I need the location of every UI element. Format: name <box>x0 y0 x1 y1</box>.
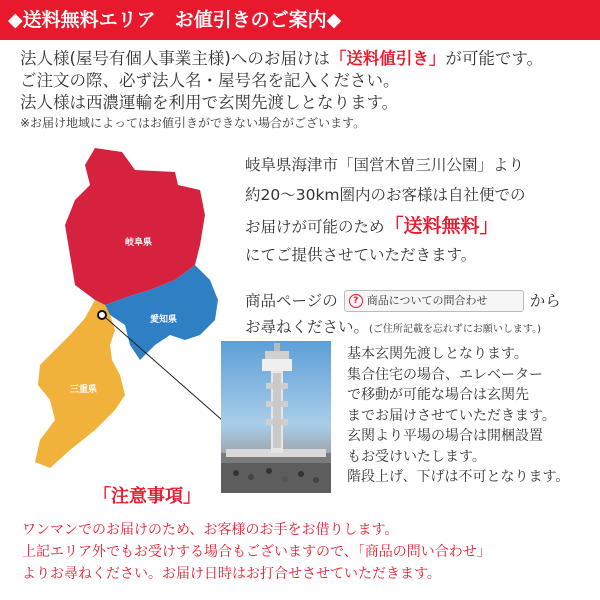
caution-title: 「注意事項」 <box>93 486 201 507</box>
detail-line: 基本玄関先渡しとなります。 <box>347 346 528 362</box>
detail-line: までお届けさせていただきます。 <box>347 407 556 424</box>
product-line-2: お尋ねください。 <box>245 318 370 336</box>
info-line-1: 岐阜県海津市「国営木曽三川公園」より <box>245 156 525 174</box>
bottom-line-2: 上記エリア外でもお受けする場合もございますので、「商品の問い合わせ」 <box>22 544 491 560</box>
detail-line: もお受けいたします。 <box>347 448 486 465</box>
product-inquiry-section <box>245 288 561 343</box>
bottom-line-1: ワンマンでのお届けのため、お客様のお手をお借りします。 <box>22 522 399 538</box>
intro-line-1 <box>20 48 595 70</box>
detail-line: 玄関より平場の場合は開梱設置 <box>347 428 543 444</box>
question-icon: ? <box>349 294 363 308</box>
detail-line: 階段上げ、下げは不可となります。 <box>347 469 570 485</box>
intro-line-2: ご注文の際、必ず法人名・屋号名を記入ください。 <box>20 71 400 90</box>
intro-section <box>20 48 595 132</box>
info-line-4: にてご提供させていただきます。 <box>245 246 477 264</box>
product-row-1 <box>245 288 561 314</box>
header-title: ◆送料無料エリア お値引きのご案内◆ <box>8 9 342 31</box>
product-inquiry-button[interactable] <box>344 290 524 312</box>
intro-line-1-post: が可能です。 <box>445 49 544 68</box>
info-line-3-pre: お届けが可能のため <box>245 218 385 236</box>
free-shipping-highlight: 「送料無料」 <box>384 215 499 237</box>
detail-line: 集合住宅の場合、エレベーター <box>347 366 543 383</box>
caution-notes <box>22 519 491 585</box>
product-row-2 <box>245 314 561 343</box>
delivery-details <box>347 344 569 488</box>
detail-line: で移動が可能な場合は玄関先 <box>347 387 529 403</box>
mie-region <box>35 300 125 468</box>
bottom-line-3: よりお尋ねください。お届け日時はお打合せさせていただきます。 <box>22 566 441 582</box>
region-map <box>0 140 250 520</box>
product-inquiry-button-label: 商品についての問合わせ <box>366 294 488 307</box>
discount-highlight: 「送料値引き」 <box>329 49 446 68</box>
free-shipping-info-2 <box>245 212 499 269</box>
info-line-2: 約20～30km圏内のお客様は自社便での <box>245 186 526 204</box>
mie-label: 三重県 <box>70 385 98 395</box>
intro-line-1-pre: 法人様(屋号有個人事業主様)へのお届けは <box>20 49 330 68</box>
park-tower-image <box>221 341 331 493</box>
product-note: (ご住所記載を忘れずにお願いします。) <box>369 324 542 335</box>
gifu-label: 岐阜県 <box>125 238 153 248</box>
intro-line-3: 法人様は西濃運輸を利用で玄関先渡しとなります。 <box>20 93 399 112</box>
product-post: から <box>529 292 561 310</box>
info-line-3 <box>245 212 499 241</box>
aichi-label: 愛知県 <box>150 315 178 325</box>
free-shipping-info <box>245 150 526 210</box>
header-banner <box>0 0 600 40</box>
product-pre: 商品ページの <box>245 292 338 310</box>
intro-note: ※お届け地域によってはお値引きができない場合がございます。 <box>20 116 366 130</box>
location-marker <box>98 311 106 319</box>
park-tower-photo <box>221 341 331 493</box>
